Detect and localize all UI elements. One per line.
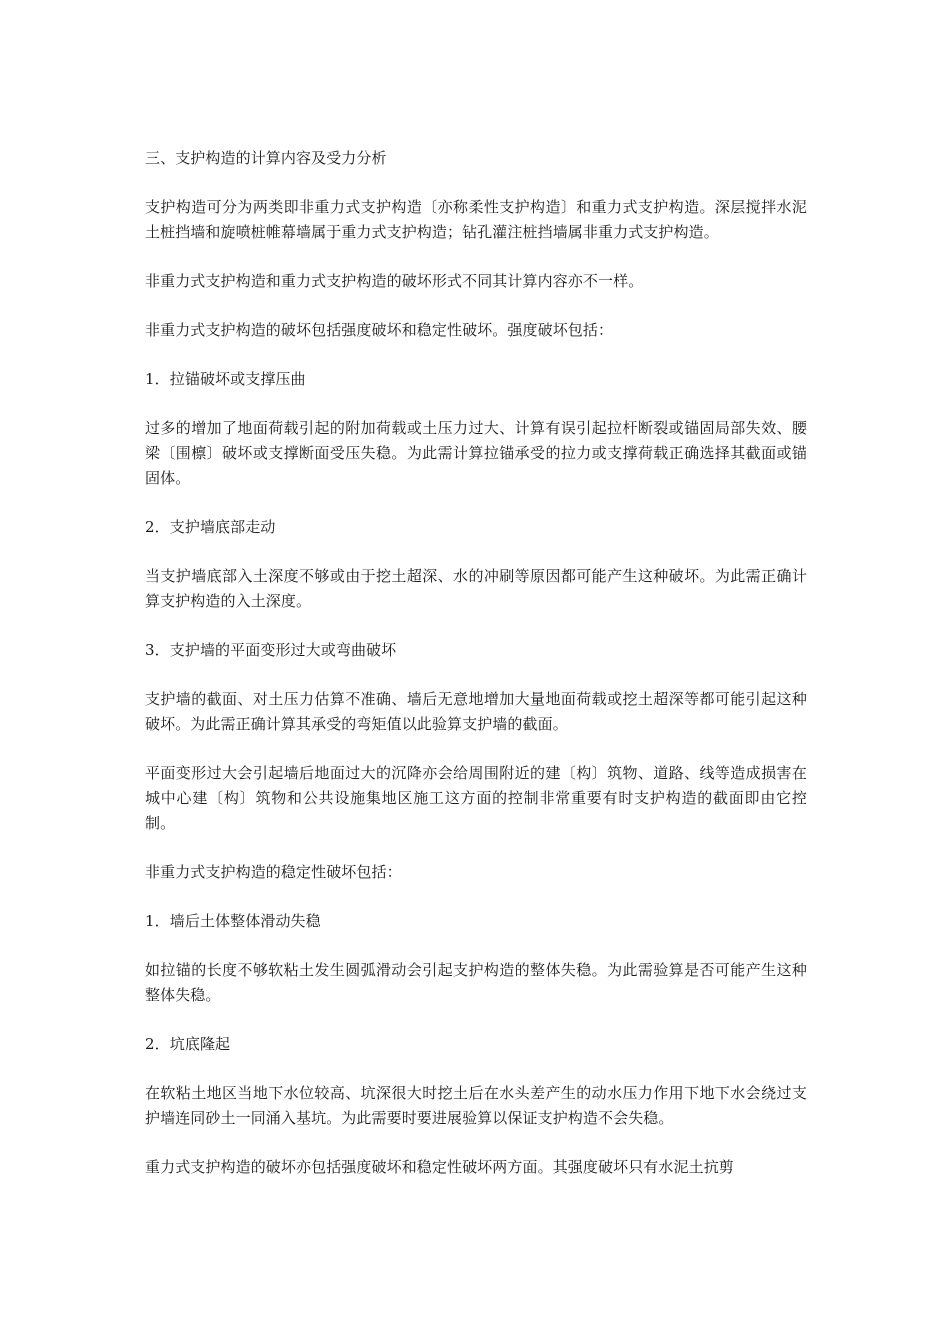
document-body [145,146,807,1204]
list-item-heading: 1．墙后土体整体滑动失稳 [145,912,321,930]
paragraph: 当支护墙底部入土深度不够或由于挖土超深、水的冲刷等原因都可能产生这种破坏。为此需正确计算支护构造的入土深度。 [145,567,807,610]
paragraph: 非重力式支护构造和重力式支护构造的破坏形式不同其计算内容亦不一样。 [145,272,644,290]
list-item-heading: 3．支护墙的平面变形过大或弯曲破坏 [145,641,397,659]
list-item-heading: 2．坑底隆起 [145,1035,231,1053]
list-item-heading: 1．拉锚破坏或支撑压曲 [145,370,306,388]
paragraph: 非重力式支护构造的稳定性破坏包括： [145,863,402,881]
paragraph: 支护墙的截面、对土压力估算不准确、墙后无意地增加大量地面荷载或挖土超深等都可能引起这种破坏。为此需正确计算其承受的弯矩值以此验算支护墙的截面。 [145,690,807,733]
paragraph: 如拉锚的长度不够软粘土发生圆弧滑动会引起支护构造的整体失稳。为此需验算是否可能产生这种整体失稳。 [145,961,807,1004]
section-heading: 三、支护构造的计算内容及受力分析 [145,149,387,167]
paragraph: 非重力式支护构造的破坏包括强度破坏和稳定性破坏。强度破坏包括： [145,321,614,339]
paragraph: 重力式支护构造的破坏亦包括强度破坏和稳定性破坏两方面。其强度破坏只有水泥土抗剪 [145,1158,734,1176]
list-item-heading: 2．支护墙底部走动 [145,518,276,536]
paragraph: 支护构造可分为两类即非重力式支护构造〔亦称柔性支护构造〕和重力式支护构造。深层搅拌水泥土桩挡墙和旋喷桩帷幕墙属于重力式支护构造；钻孔灌注桩挡墙属非重力式支护构造。 [145,198,807,241]
paragraph: 平面变形过大会引起墙后地面过大的沉降亦会给周围附近的建〔构〕筑物、道路、线等造成损害在城中心建〔构〕筑物和公共设施集地区施工这方面的控制非常重要有时支护构造的截面即由它控制。 [145,764,807,832]
paragraph: 在软粘土地区当地下水位较高、坑深很大时挖土后在水头差产生的动水压力作用下地下水会绕过支护墙连同砂土一同涌入基坑。为此需要时要进展验算以保证支护构造不会失稳。 [145,1084,807,1127]
paragraph: 过多的增加了地面荷载引起的附加荷载或土压力过大、计算有误引起拉杆断裂或锚固局部失效、腰梁〔围檩〕破坏或支撑断面受压失稳。为此需计算拉锚承受的拉力或支撑荷载正确选择其截面或锚固体。 [145,419,807,487]
